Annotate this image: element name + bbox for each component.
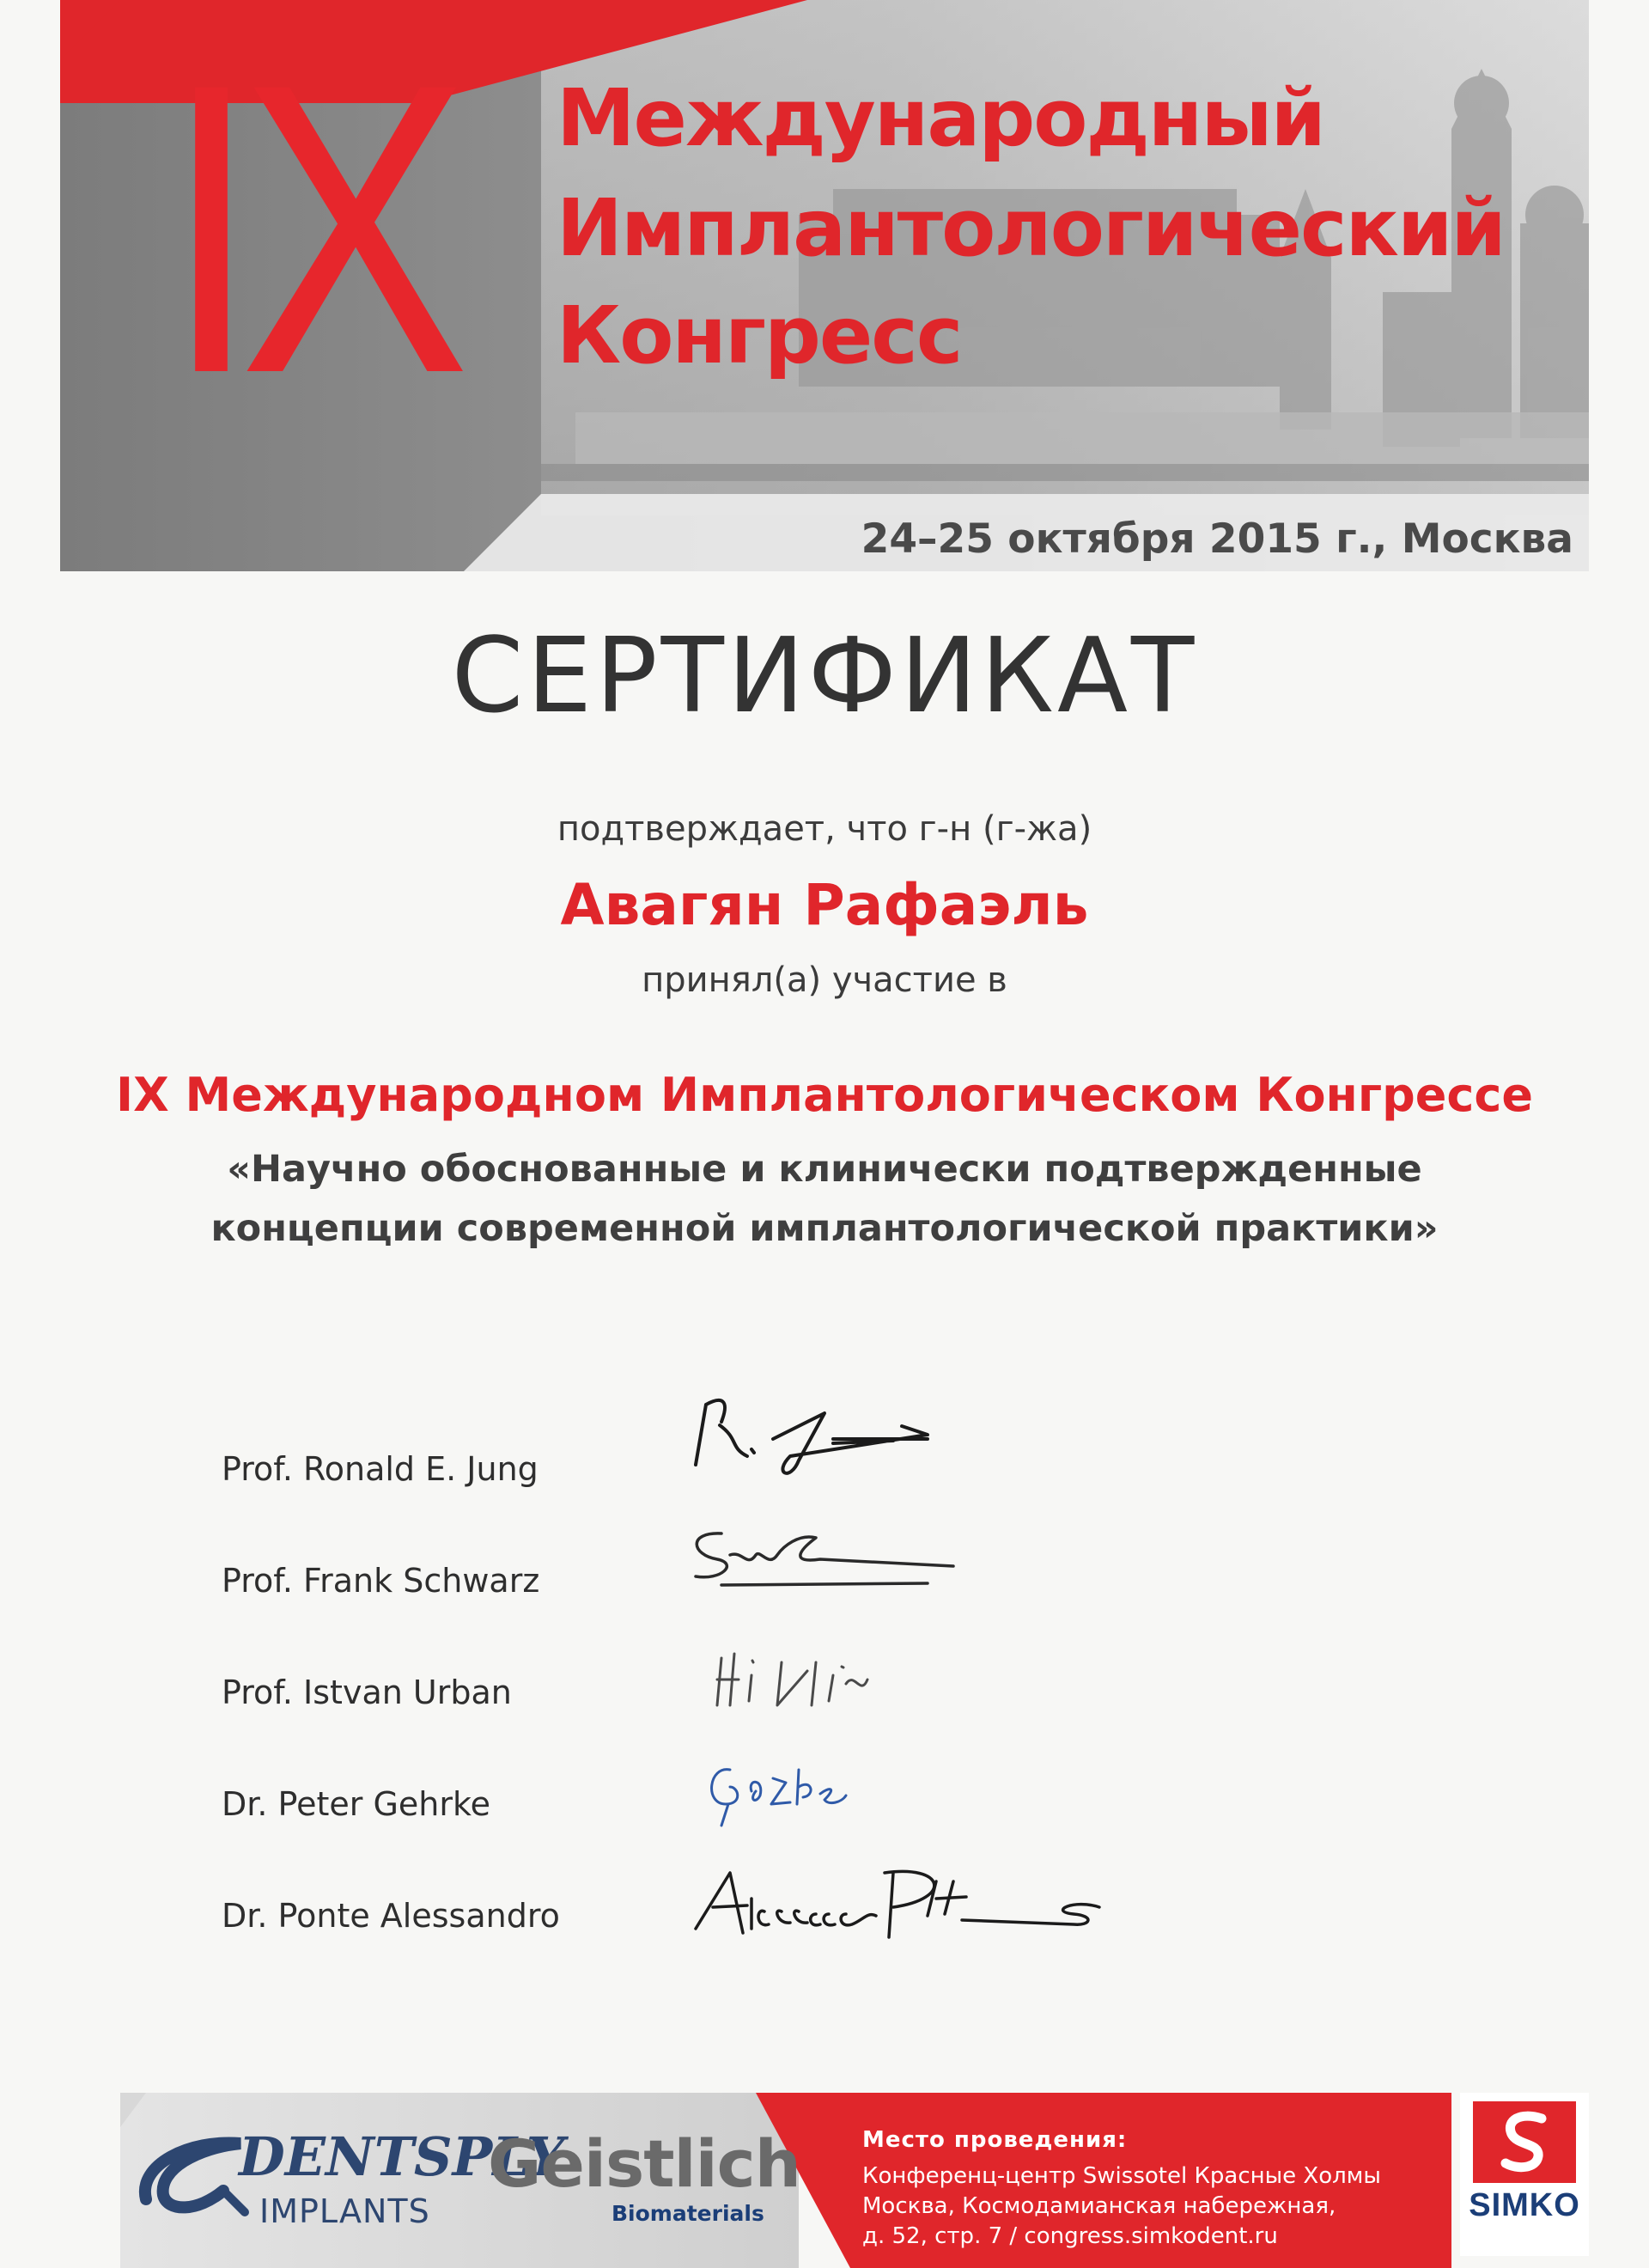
venue-line-2: Москва, Космодамианская набережная, <box>862 2193 1336 2219</box>
congress-title-line-3: Конгресс <box>557 290 962 381</box>
certificate-title: СЕРТИФИКАТ <box>451 617 1198 736</box>
congress-title-line-2: Имплантологический <box>557 182 1505 274</box>
simko-s-icon <box>1473 2101 1576 2183</box>
signature-gehrke-icon <box>670 1744 928 1830</box>
geistlich-logo-subtext: Biomaterials <box>612 2201 764 2226</box>
recipient-name: Авагян Рафаэль <box>560 872 1089 938</box>
signatory-name-2: Prof. Frank Schwarz <box>222 1562 540 1600</box>
signature-schwarz-icon <box>670 1516 979 1602</box>
header-banner <box>60 0 1589 571</box>
dentsply-logo-text: DENTSPLY <box>239 2125 565 2188</box>
simko-logo-text: SIMKO <box>1469 2187 1580 2223</box>
took-part-text: принял(а) участие в <box>642 960 1007 1000</box>
signatory-name-4: Dr. Peter Gehrke <box>222 1785 491 1823</box>
signature-ponte-icon <box>670 1847 1117 1959</box>
signatory-name-3: Prof. Istvan Urban <box>222 1674 512 1711</box>
signatory-name-1: Prof. Ronald E. Jung <box>222 1450 539 1488</box>
confirms-text: подтверждает, что г-н (г-жа) <box>557 809 1092 849</box>
topic-line-1: «Научно обоснованные и клинически подтвержденные <box>227 1148 1422 1191</box>
roman-numeral: IX <box>163 0 450 459</box>
event-name: IX Международном Имплантологическом Конгрессе <box>115 1068 1533 1122</box>
venue-line-3: д. 52, стр. 7 / congress.simkodent.ru <box>862 2223 1278 2249</box>
topic-line-2: концепции современной имплантологической практики» <box>210 1207 1439 1250</box>
congress-title-line-1: Международный <box>557 72 1324 164</box>
dentsply-logo-subtext: IMPLANTS <box>259 2192 430 2230</box>
venue-label: Место проведения: <box>862 2127 1128 2153</box>
congress-dates: 24–25 октября 2015 г., Москва <box>861 515 1573 563</box>
signature-urban-icon <box>670 1637 928 1722</box>
geistlich-logo-text: Geistlich <box>488 2125 800 2202</box>
signatory-name-5: Dr. Ponte Alessandro <box>222 1897 560 1935</box>
signature-jung-icon <box>670 1387 979 1491</box>
venue-line-1: Конференц-центр Swissotel Красные Холмы <box>862 2163 1381 2189</box>
